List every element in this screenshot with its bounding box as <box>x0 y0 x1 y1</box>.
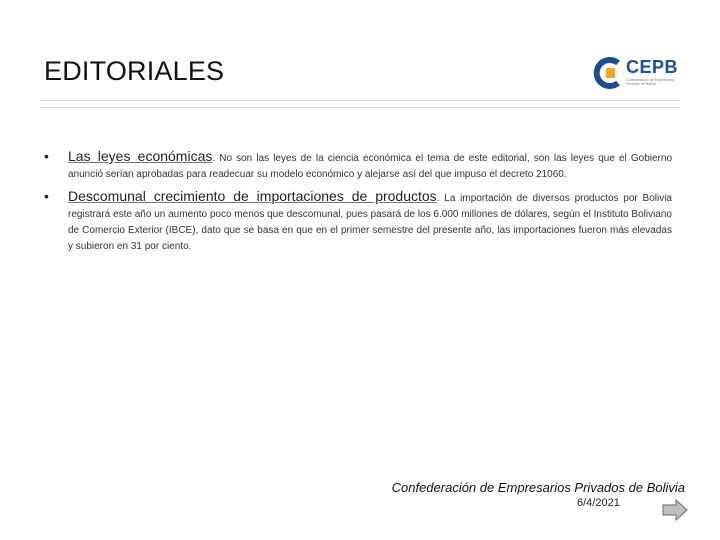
item-link[interactable]: Descomunal crecimiento de importaciones de productos <box>68 188 437 204</box>
page-title: EDITORIALES <box>44 56 225 86</box>
header-divider <box>40 100 680 101</box>
item-text: . No son las leyes de la ciencia económica el tema de este editorial, son las leyes que el Gobierno anunció serían aprobadas para readecuar su modelo económico y alejarse así del que impuso el decreto 21060. <box>68 153 672 180</box>
bullet-icon: • <box>44 188 49 204</box>
bullet-icon: • <box>44 148 49 164</box>
list-item <box>68 148 672 183</box>
header-divider-lower <box>40 107 680 108</box>
item-text: . La importación de diversos productos por Bolivia registrará este año un aumento poco menos que descomunal, pues pasará de los 6.000 millones de dólares, según el Instituto Boliviano de Comercio Exterior (IBCE), dato que se basa en que en el primer semestre del presente año, las importaciones fueron más elevadas y subieron en 31 por ciento. <box>68 193 672 252</box>
cepb-logo <box>592 56 678 92</box>
logo-text: CEPB <box>626 57 679 77</box>
next-arrow-icon[interactable] <box>661 498 689 522</box>
logo-subtext: Confederación de Empresarios Privados de Bolivia <box>626 78 675 86</box>
footer-organization: Confederación de Empresarios Privados de Bolivia <box>391 480 685 495</box>
list-item <box>68 188 672 255</box>
footer-date: 6/4/2021 <box>577 497 620 509</box>
item-link[interactable]: Las leyes económicas <box>68 148 213 164</box>
logo-mark-icon <box>592 56 624 90</box>
